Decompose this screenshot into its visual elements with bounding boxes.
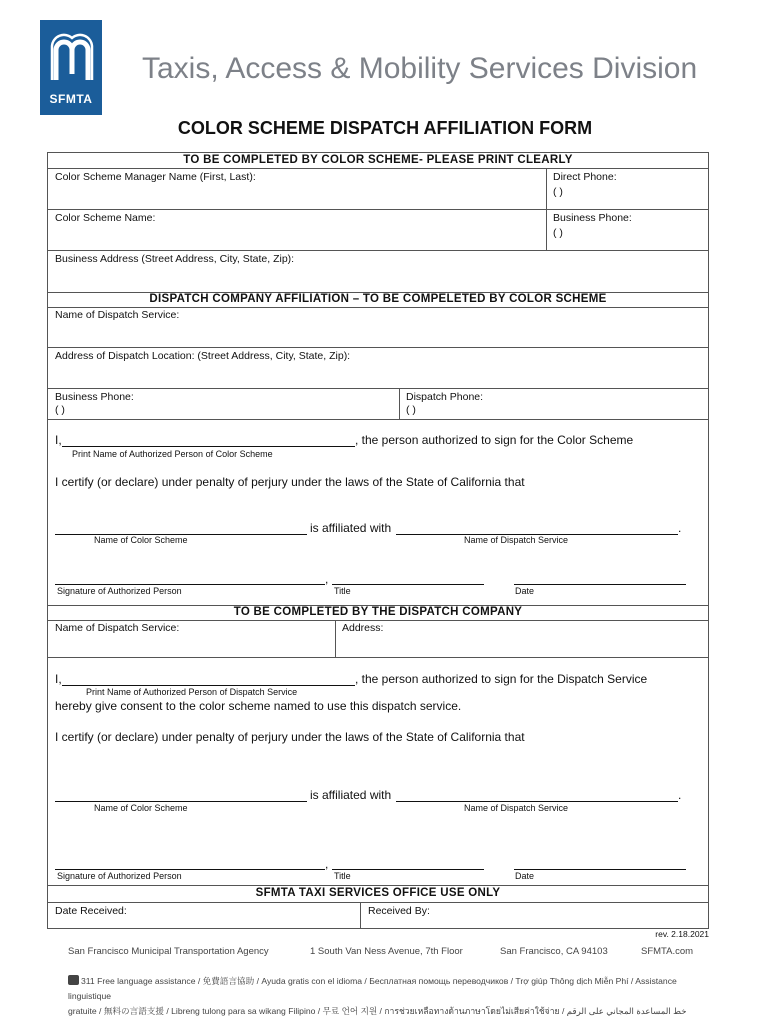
direct-phone-field[interactable]: Direct Phone: [553,171,617,183]
date-caption-2: Date [515,871,535,881]
date-received-field[interactable]: Date Received: [55,905,127,917]
affiliated-text-2: is affiliated with [310,788,392,802]
language-line2: gratuite / 無料の言語支援 / Libreng tulong para sa wikang Filipino / 무료 언어 지원 / การช่วยเหลือทางด้านภาษาโดยไม่เสียค่าใช้จ่าย / خط المساعدة المجاني على الرقم [68,1006,687,1016]
section4-heading: SFMTA TAXI SERVICES OFFICE USE ONLY [255,887,501,899]
business-phone-field[interactable]: Business Phone: [553,212,632,224]
section2-heading: DISPATCH COMPANY AFFILIATION – TO BE COMPELETED BY COLOR SCHEME [149,293,607,305]
certify-text: I certify (or declare) under penalty of perjury under the laws of the State of California that [55,475,525,489]
dispatch-service-name-field[interactable]: Name of Dispatch Service: [55,622,180,634]
period: . [678,521,682,535]
manager-name-field[interactable]: Color Scheme Manager Name (First, Last): [55,171,256,183]
title-line-2[interactable] [332,869,484,870]
footer-agency: San Francisco Municipal Transportation Agency [68,946,269,957]
name-dispatch-caption: Name of Dispatch Service [464,535,569,545]
name-dispatch-caption-2: Name of Dispatch Service [464,803,569,813]
comma: , [325,572,329,586]
print-name-line[interactable] [62,446,355,447]
business-phone-parens: ( ) [553,227,563,239]
name-scheme-caption: Name of Color Scheme [94,535,188,545]
authorized-text-2: , the person authorized to sign for the Dispatch Service [355,672,648,686]
affiliated-text: is affiliated with [310,521,392,535]
i-prefix: I, [55,433,62,447]
form-table [47,152,709,929]
dispatch-address-field[interactable]: Address of Dispatch Location: (Street Address, City, State, Zip): [55,350,351,362]
date-caption: Date [515,586,535,596]
dispatch-phone-field[interactable]: Dispatch Phone: [406,391,484,403]
certify-text-2: I certify (or declare) under penalty of perjury under the laws of the State of California that [55,730,525,744]
form-title: COLOR SCHEME DISPATCH AFFILIATION FORM [177,118,593,138]
period-2: . [678,788,682,802]
logo-text: SFMTA [49,92,93,106]
section1-heading: TO BE COMPLETED BY COLOR SCHEME- PLEASE PRINT CLEARLY [183,154,573,166]
signature-caption: Signature of Authorized Person [57,586,182,596]
title-caption: Title [334,586,351,596]
title-caption-2: Title [334,871,351,881]
section3-heading: TO BE COMPLETED BY THE DISPATCH COMPANY [233,606,523,618]
consent-text: hereby give consent to the color scheme named to use this dispatch service. [55,699,462,713]
dispatch-business-phone-field[interactable]: Business Phone: [55,391,134,403]
signature-line-2[interactable] [55,869,325,870]
title-line[interactable] [332,584,484,585]
comma-2: , [325,857,329,871]
sfmta-logo [40,20,102,115]
sfmta-worm-icon [50,30,92,84]
dispatch-address-field-2[interactable]: Address: [342,622,384,634]
division-title: Taxis, Access & Mobility Services Division [142,52,698,85]
name-scheme-caption-2: Name of Color Scheme [94,803,188,813]
language-assistance [68,974,708,1016]
language-line1: 311 Free language assistance / 免費語言協助 / Ayuda gratis con el idioma / Бесплатная помощь переводчиков / Trợ giúp Thông dịch Miễn Phí / Assistance linguistique [68,976,677,1001]
direct-phone-parens: ( ) [553,186,563,198]
dispatch-phone-parens: ( ) [406,404,416,416]
dispatch-business-phone-parens: ( ) [55,404,65,416]
footer-city: San Francisco, CA 94103 [500,946,608,957]
revision: rev. 2.18.2021 [655,929,709,939]
phone-icon [68,975,79,985]
i-prefix-2: I, [55,672,62,686]
signature-caption-2: Signature of Authorized Person [57,871,182,881]
footer-website[interactable]: SFMTA.com [641,946,694,957]
print-name-caption: Print Name of Authorized Person of Color Scheme [72,449,273,459]
date-line[interactable] [514,584,686,585]
business-address-field[interactable]: Business Address (Street Address, City, State, Zip): [55,253,295,265]
footer-address: 1 South Van Ness Avenue, 7th Floor [310,946,463,957]
date-line-2[interactable] [514,869,686,870]
authorized-text: , the person authorized to sign for the Color Scheme [355,433,634,447]
signature-line[interactable] [55,584,325,585]
print-name-caption-2: Print Name of Authorized Person of Dispatch Service [86,687,298,697]
scheme-name-line-2[interactable] [55,801,307,802]
print-name-line-2[interactable] [62,685,355,686]
received-by-field[interactable]: Received By: [368,905,430,917]
scheme-name-field[interactable]: Color Scheme Name: [55,212,156,224]
dispatch-name-field[interactable]: Name of Dispatch Service: [55,309,180,321]
dispatch-name-line-2[interactable] [396,801,678,802]
